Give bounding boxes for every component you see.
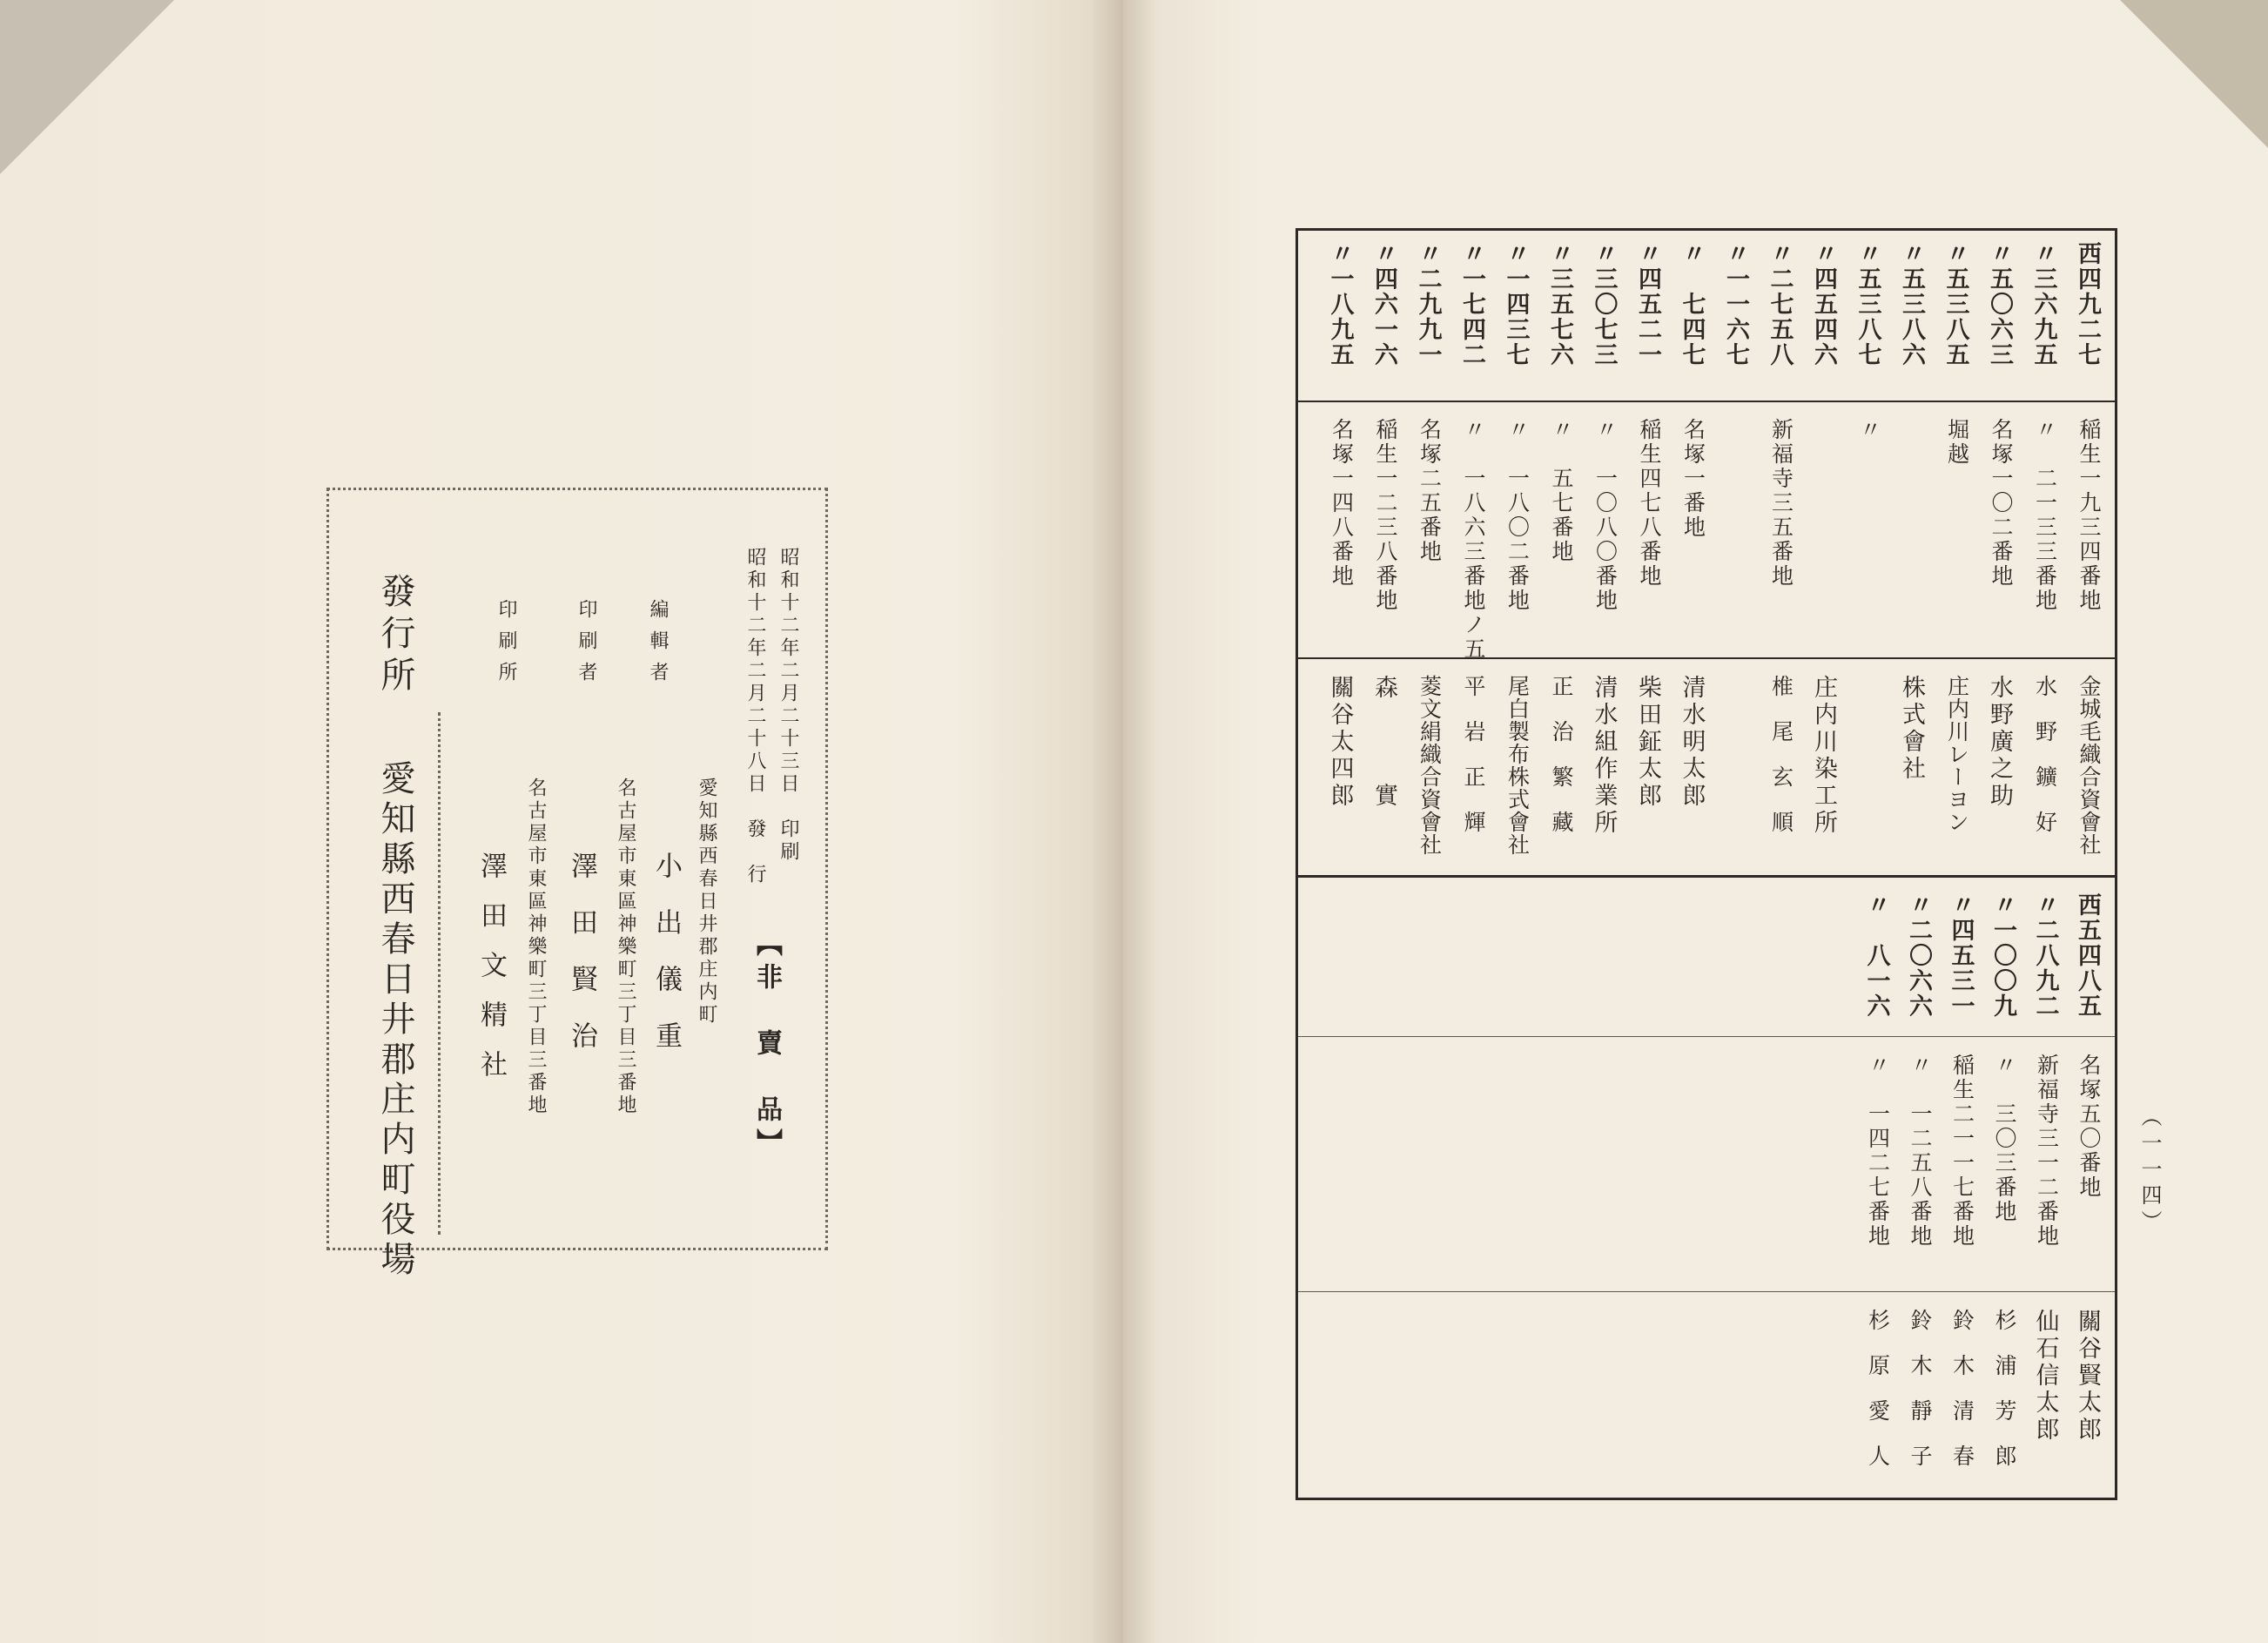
issue-date: 昭和十二年二月二十八日 發 行 — [744, 547, 766, 886]
printer-name: 澤田賢治 — [566, 852, 597, 1078]
phone-number: 〃四六一六 — [1370, 241, 1397, 367]
phone-number: 〃二八九二 — [2031, 892, 2059, 1019]
rule-addr-name-lower — [1298, 1291, 2115, 1292]
address: 新福寺三五番地 — [1768, 418, 1794, 589]
phone-number: 〃五〇六三 — [1986, 241, 2013, 367]
phone-number: 〃四五二一 — [1634, 241, 1661, 367]
address: 〃 一八〇二番地 — [1504, 418, 1531, 613]
phone-number: 〃三六九五 — [2029, 241, 2057, 367]
editor-address: 愛知縣西春日井郡庄内町 — [696, 778, 717, 1027]
address: 〃 五七番地 — [1549, 418, 1574, 564]
subscriber-name: 水野廣之助 — [1986, 675, 2013, 810]
directory-table — [1296, 228, 2117, 1500]
phone-number: 〃五三八五 — [1942, 241, 1969, 367]
subscriber-name: 正 治 繁 藏 — [1549, 675, 1574, 833]
address: 名塚一四八番地 — [1329, 418, 1355, 589]
phone-number: 西四九二七 — [2074, 241, 2101, 367]
phone-number: 〃五三八七 — [1854, 241, 1881, 367]
publisher-label: 發行所 — [375, 573, 415, 698]
address: 稲生一二三八番地 — [1373, 418, 1398, 613]
phone-number: 〃五三八六 — [1898, 241, 1925, 367]
phone-number: 〃 八一六 — [1862, 892, 1890, 1019]
subscriber-name: 鈴 木 清 春 — [1949, 1309, 1975, 1467]
rule-addr-name-upper — [1298, 657, 2115, 659]
address: 堀越 — [1944, 418, 1970, 467]
subscriber-name: 仙石信太郎 — [2031, 1309, 2059, 1444]
rule-block-divider — [1298, 875, 2115, 878]
address: 〃 三〇三番地 — [1992, 1054, 2017, 1224]
address: 名塚一番地 — [1680, 418, 1706, 540]
editor-label: 編輯者 — [647, 599, 669, 693]
print-date: 昭和十二年二月二十三日 印刷 — [777, 547, 799, 864]
subscriber-name: 清水明太郎 — [1678, 675, 1706, 810]
subscriber-name: 平 岩 正 輝 — [1461, 675, 1486, 833]
subscriber-name: 森 實 — [1370, 675, 1397, 810]
phone-number: 〃一七四二 — [1458, 241, 1485, 367]
subscriber-name: 關谷賢太郎 — [2074, 1309, 2101, 1444]
publisher-name: 愛知縣西春日井郡庄内町役場 — [375, 760, 415, 1281]
subscriber-name: 關谷太四郎 — [1326, 675, 1354, 810]
phone-number: 〃三五七六 — [1546, 241, 1573, 367]
subscriber-name: 鈴 木 靜 子 — [1908, 1309, 1933, 1467]
printshop-name: 澤田文精社 — [475, 852, 507, 1100]
phone-number: 〃二七五八 — [1766, 241, 1794, 367]
subscriber-name: 杉 浦 芳 郎 — [1992, 1309, 2017, 1467]
address: 〃 — [1856, 418, 1882, 442]
address: 名塚五〇番地 — [2076, 1054, 2102, 1200]
address: 稲生四七八番地 — [1637, 418, 1662, 589]
phone-number: 〃二〇六六 — [1905, 892, 1932, 1019]
editor-name: 小出儀重 — [650, 852, 682, 1078]
address: 〃 二一三三番地 — [2032, 418, 2058, 613]
address: 〃 一四二七番地 — [1865, 1054, 1891, 1249]
subscriber-name: 株式會社 — [1898, 675, 1925, 783]
rule-num-addr-upper — [1298, 401, 2115, 402]
phone-number: 西五四八五 — [2074, 892, 2101, 1019]
subscriber-name: 柴田鉦太郎 — [1634, 675, 1661, 810]
subscriber-name: 杉 原 愛 人 — [1865, 1309, 1891, 1467]
not-for-sale-mark: 【非 賣 品】 — [751, 930, 782, 1162]
folded-corner — [0, 0, 174, 174]
phone-number: 〃一〇〇九 — [1989, 892, 2016, 1019]
subscriber-name: 庄内川染工所 — [1810, 675, 1837, 837]
printshop-label: 印刷所 — [495, 599, 517, 693]
printer-label: 印刷者 — [575, 599, 597, 693]
left-page — [0, 0, 1123, 1643]
subscriber-name: 庄内川レーヨン — [1944, 675, 1970, 833]
rule-num-addr-lower — [1298, 1036, 2115, 1037]
subscriber-name: 清水組作業所 — [1590, 675, 1618, 837]
phone-number: 〃 七四七 — [1678, 241, 1706, 367]
subscriber-name: 水 野 鑛 好 — [2032, 675, 2058, 833]
address: 〃 一八六三番地ノ五 — [1461, 418, 1486, 662]
address: 新福寺三一二番地 — [2034, 1054, 2060, 1249]
dotted-divider — [438, 712, 448, 1235]
address: 稲生一九三四番地 — [2076, 418, 2102, 613]
address: 〃 一〇八〇番地 — [1592, 418, 1619, 613]
phone-number: 〃四五四六 — [1810, 241, 1837, 367]
phone-number: 〃二九九一 — [1414, 241, 1442, 367]
phone-number: 〃一四三七 — [1502, 241, 1530, 367]
address: 稲生二一一七番地 — [1949, 1054, 1975, 1249]
address: 〃 一二五八番地 — [1908, 1054, 1933, 1249]
subscriber-name: 椎 尾 玄 順 — [1768, 675, 1794, 833]
subscriber-name: 尾白製布株式會社 — [1504, 675, 1531, 856]
subscriber-name: 菱文絹織合資會社 — [1417, 675, 1443, 856]
subscriber-name: 金城毛織合資會社 — [2076, 675, 2102, 856]
address: 名塚二五番地 — [1417, 418, 1443, 564]
phone-number: 〃四五三一 — [1947, 892, 1975, 1019]
phone-number: 〃一一六七 — [1722, 241, 1749, 367]
folded-corner-right — [2120, 0, 2268, 148]
address: 名塚一〇二番地 — [1989, 418, 2014, 589]
colophon-box — [326, 488, 828, 1281]
printshop-address: 名古屋市東區神樂町三丁目三番地 — [525, 778, 547, 1117]
page-number: （一一四） — [2137, 1106, 2162, 1236]
printer-address: 名古屋市東區神樂町三丁目三番地 — [615, 778, 636, 1117]
phone-number: 〃三〇七三 — [1590, 241, 1618, 367]
phone-number: 〃一八九五 — [1326, 241, 1354, 367]
